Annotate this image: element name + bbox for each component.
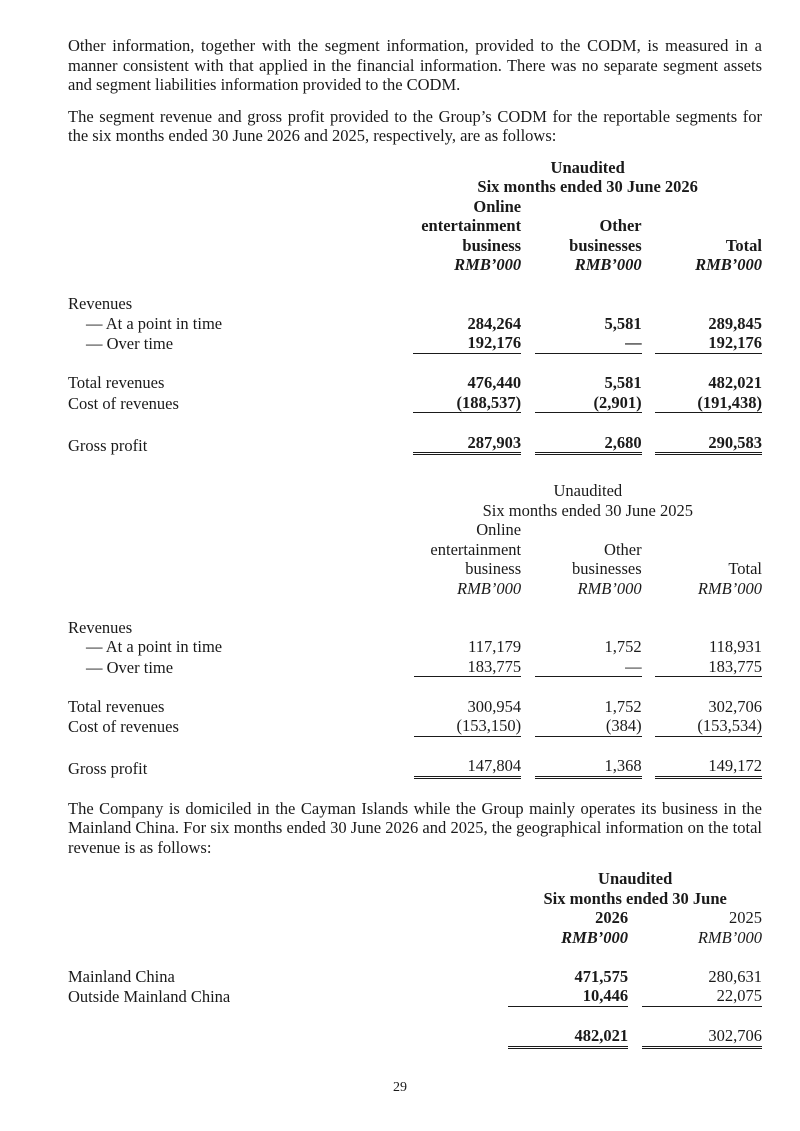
table-row xyxy=(68,756,762,779)
table-row xyxy=(68,986,762,1007)
segment-table-2026 xyxy=(68,158,762,456)
table-row xyxy=(68,294,762,314)
table-row xyxy=(68,618,762,638)
cell: 192,176 xyxy=(655,333,762,354)
status-header: Unaudited xyxy=(598,869,673,888)
table-row xyxy=(68,333,762,354)
cell: 287,903 xyxy=(413,433,521,456)
unit-label: RMB’000 xyxy=(577,578,642,598)
cell: 2,680 xyxy=(535,433,642,456)
cell: (153,150) xyxy=(414,716,522,737)
cell: — xyxy=(535,657,642,678)
status-header: Unaudited xyxy=(553,481,623,500)
cell: 5,581 xyxy=(604,373,642,392)
table-row xyxy=(68,657,762,678)
cell: 284,264 xyxy=(467,313,522,333)
table-row xyxy=(68,1026,762,1049)
cell: 5,581 xyxy=(604,313,642,333)
col-header-other: Other businesses xyxy=(569,216,642,255)
col-header-online: Online entertainment business xyxy=(430,520,522,578)
cell: 482,021 xyxy=(708,373,762,392)
period-header: Six months ended 30 June 2026 xyxy=(477,177,698,196)
unit-label: RMB’000 xyxy=(454,255,522,274)
cell: 192,176 xyxy=(413,333,521,354)
table-row xyxy=(68,373,762,393)
document-page xyxy=(68,36,762,1049)
cell: 1,368 xyxy=(535,756,642,779)
row-label-over: — Over time xyxy=(86,334,174,353)
row-label-gross: Gross profit xyxy=(68,759,148,778)
unit-label: RMB’000 xyxy=(695,255,762,274)
cell: 482,021 xyxy=(508,1026,628,1049)
row-label-revenues: Revenues xyxy=(68,294,133,313)
col-header-online: Online entertainment business xyxy=(421,196,522,255)
row-label-outside: Outside Mainland China xyxy=(68,987,231,1006)
table-row xyxy=(68,716,762,737)
cell: 476,440 xyxy=(467,373,522,392)
cell: 10,446 xyxy=(508,986,628,1007)
cell: 22,075 xyxy=(642,986,762,1007)
status-header: Unaudited xyxy=(550,157,625,177)
unit-label: RMB’000 xyxy=(561,927,629,947)
row-label-over: — Over time xyxy=(86,657,174,677)
segment-table-2025 xyxy=(68,481,762,779)
cell: (188,537) xyxy=(413,393,521,414)
table-row xyxy=(68,314,762,334)
col-header-2026: 2026 xyxy=(595,908,629,927)
table-row xyxy=(68,697,762,717)
cell: 302,706 xyxy=(708,696,762,716)
cell: 149,172 xyxy=(655,756,762,779)
cell: (153,534) xyxy=(655,716,762,737)
period-header: Six months ended 30 June xyxy=(543,888,727,908)
col-header-other: Other businesses xyxy=(571,539,642,578)
cell: 147,804 xyxy=(414,756,522,779)
row-label-gross: Gross profit xyxy=(68,435,148,455)
cell: 280,631 xyxy=(708,966,762,986)
col-header-2025: 2025 xyxy=(729,908,762,927)
row-label-cost: Cost of revenues xyxy=(68,393,179,413)
table-row xyxy=(68,637,762,657)
cell: — xyxy=(535,333,642,354)
cell: 183,775 xyxy=(655,657,762,678)
paragraph-codm-info: Other information, together with the segment information, provided to the CODM, is measured in a manner consistent with that applied in the financial information. There was no separate segment assets and segment liabilities information provided to the CODM. xyxy=(68,36,762,94)
row-label-point: — At a point in time xyxy=(86,313,223,333)
row-label-revenues: Revenues xyxy=(68,617,133,637)
unit-label: RMB’000 xyxy=(697,578,762,598)
col-header-total: Total xyxy=(728,559,762,578)
table-row xyxy=(68,967,762,987)
table-row xyxy=(68,433,762,456)
paragraph-segment-intro: The segment revenue and gross profit provided to the Group’s CODM for the reportable segments for the six months ended 30 June 2026 and 2025, respectively, are as follows: xyxy=(68,106,762,145)
row-label-cost: Cost of revenues xyxy=(68,717,179,736)
unit-label: RMB’000 xyxy=(697,927,762,947)
cell: 183,775 xyxy=(414,657,522,678)
cell: 290,583 xyxy=(655,433,762,456)
cell: 289,845 xyxy=(708,313,762,333)
row-label-point: — At a point in time xyxy=(86,637,223,656)
unit-label: RMB’000 xyxy=(456,578,522,598)
cell: (191,438) xyxy=(655,393,762,414)
cell: 1,752 xyxy=(604,696,642,716)
paragraph-geographical-intro: The Company is domiciled in the Cayman Islands while the Group mainly operates its business in the Mainland China. For six months ended 30 June 2026 and 2025, the geographical information on the total revenue is as follows: xyxy=(68,798,762,857)
period-header: Six months ended 30 June 2025 xyxy=(482,500,693,520)
cell: 118,931 xyxy=(708,637,762,656)
geographical-table xyxy=(68,869,762,1049)
cell: 1,752 xyxy=(604,637,642,656)
unit-label: RMB’000 xyxy=(574,255,642,274)
cell: 302,706 xyxy=(642,1026,762,1049)
row-label-total: Total revenues xyxy=(68,696,165,716)
table-row xyxy=(68,393,762,414)
row-label-total: Total revenues xyxy=(68,373,165,392)
cell: 471,575 xyxy=(574,966,629,986)
page-number: 29 xyxy=(393,1080,407,1095)
cell: (2,901) xyxy=(535,393,642,414)
cell: 117,179 xyxy=(468,637,522,656)
col-header-total: Total xyxy=(725,235,762,255)
cell: 300,954 xyxy=(467,696,522,716)
row-label-mainland: Mainland China xyxy=(68,966,175,986)
cell: (384) xyxy=(535,716,642,737)
